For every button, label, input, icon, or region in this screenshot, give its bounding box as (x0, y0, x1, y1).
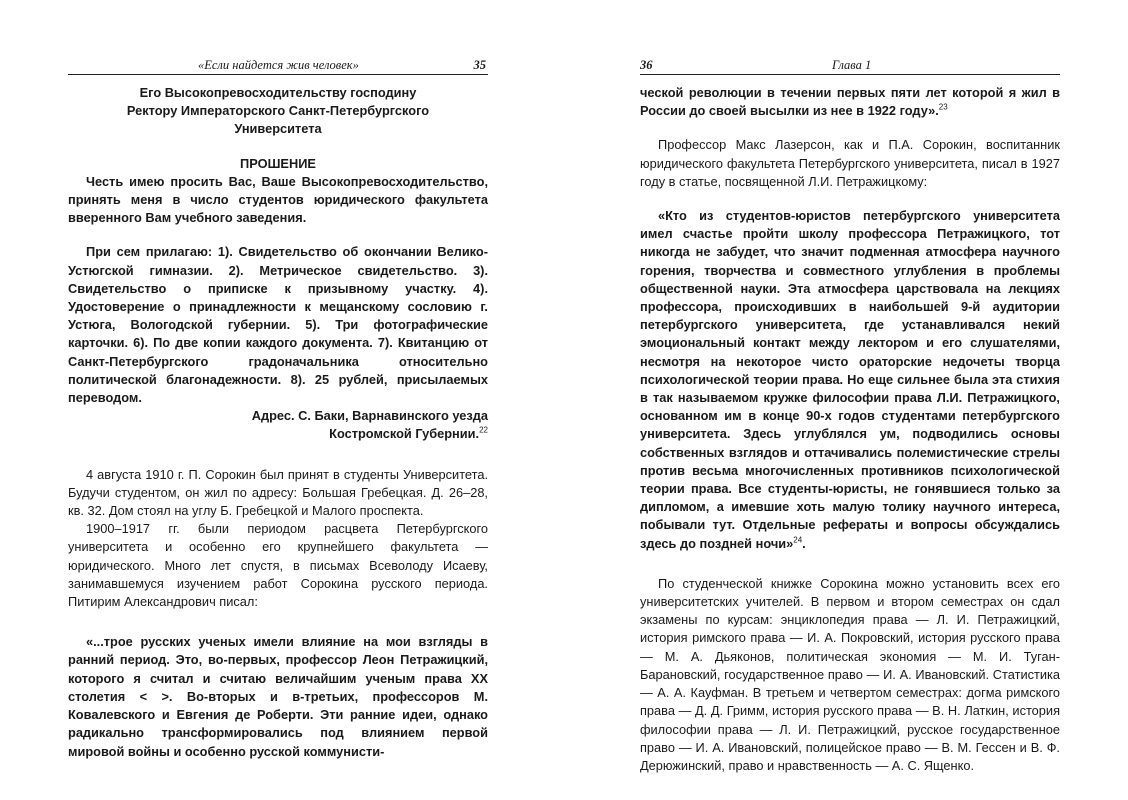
sorokin-quote-continued (640, 84, 1060, 120)
left-running-header (68, 58, 488, 75)
petition-paragraph-2: При сем прилагаю: 1). Свидетельство об окончании Велико-Устюгской гимназии. 2). Метрическое свидетельство. 3). Свидетельство о приписке к призывному участку. 4). Удостоверение о принадлежности к мещанскому сословию г. Устюга, Вологодской губернии. 5). Три фотографические карточки. 6). По две копии каждого документа. 7). Квитанцию от Санкт-Петербургского градоначальника относительно политической благонадежности. 8). 25 рублей, присылаемых переводом. (68, 244, 488, 406)
lazerson-quote-text: «Кто из студентов-юристов петербургского университета имел счастье пройти школу профессора Петражицкого, тот никогда не забудет, что значит подменная атмосфера научного горения, творчества и совместного углубления в проблемы общественной науки. Эта атмосфера царствовала на лекциях профессора, происходивших в наибольшей 9-й аудитории петербургского университета, где устанавливался некий эмоциональный контакт между лектором и его слушателями, несмотря на некоторое чисто ораторские недочеты творца психологической теории права. Но еще сильнее была эта стихия в так называемом кружке философии права Л.И. Петражицкого, основанном им в конце 90-х годов студентами петербургского университета. Здесь углублялся ум, подводились основы собственных взглядов и оттачивались полемистические стрелы против весьма многочисленных противников психологической теории права. Все студенты-юристы, не гонявшиеся только за дипломом, а имевшие хоть малую толику научного интереса, побывали тут. Отдельные рефераты и вопросы обсуждались здесь до поздней ночи» (640, 208, 1060, 551)
petition-title: ПРОШЕНИЕ (240, 155, 316, 171)
petition-paragraph-1: Честь имею просить Вас, Ваше Высокопревосходительство, принять меня в число студентов юридического факультета вверенного Вам учебного заведения. (68, 173, 488, 226)
footnote-24: 24 (793, 535, 803, 545)
left-paragraph-2: 1900–1917 гг. были периодом расцвета Петербургского университета и особенно его крупнейшего факультета — юридического. Много лет спустя, в письмах Всеволоду Исаеву, занимавшемуся изучением работ Сорокина русского периода. Питирим Александрович писал: (68, 521, 488, 610)
right-page-number: 36 (640, 58, 653, 72)
left-page-number: 35 (473, 58, 486, 72)
left-page (68, 0, 488, 800)
left-paragraph-1: 4 августа 1910 г. П. Сорокин был принят в студенты Университета. Будучи студентом, он жил по адресу: Большая Гребецкая. Д. 26–28, кв. 32. Дом стоял на углу Б. Гребецкой и Малого проспекта. (68, 466, 488, 519)
footnote-22: 22 (479, 426, 488, 436)
signature-line-2 (68, 425, 488, 443)
right-page (640, 0, 1060, 800)
footnote-23: 23 (938, 102, 948, 112)
right-running-header (640, 58, 1060, 75)
right-paragraph-2: По студенческой книжке Сорокина можно установить всех его университетских учителей. В первом и втором семестрах он сдал экзамены по курсам: энциклопедия права — Л. И. Петражицкий, история римского права — И. А. Покровский, история русского права — М. А. Дьяконов, политическая экономия — М. И. Туган-Барановский, государственное право — И. А. Ивановский. Статистика — А. А. Кауфман. В третьем и четвертом семестрах: догма римского права — Д. Д. Гримм, история русского права — В. Н. Латкин, история философии права — Л. И. Петражицкий, русское государственное право — И. А. Ивановский, полицейское право — В. М. Гессен и В. Ф. Дерюжинский, право и нравственность — А. С. Ященко. (640, 575, 1060, 773)
right-header-title: Глава 1 (832, 58, 872, 72)
address-line-2: Ректору Императорского Санкт-Петербургского (126, 103, 430, 119)
right-page-body (640, 84, 1060, 775)
left-header-title: «Если найдется жив человек» (198, 58, 359, 72)
signature-line-2-text: Костромской Губернии. (329, 426, 480, 442)
sorokin-quote: «...трое русских ученых имели влияние на мои взгляды в ранний период. Это, во-первых, профессор Леон Петражицкий, которого я считал и считаю величайшим ученым права XX столетия < >. Во-вторых и в-третьих, профессоров М. Ковалевского и Евгения де Роберти. Эти ранние идеи, однако радикально трансформировались под влиянием первой мировой войны и особенно русской коммунисти- (68, 634, 488, 759)
signature-line-1: Адрес. С. Баки, Варнавинского уезда (251, 408, 488, 424)
lazerson-quote-end: . (802, 535, 806, 551)
address-line-3: Университета (234, 121, 322, 137)
address-line-1: Его Высокопревосходительству господину (139, 85, 417, 100)
right-paragraph-1: Профессор Макс Лазерсон, как и П.А. Сорокин, воспитанник юридического факультета Петербургского университета, писал в 1927 году в статье, посвященной Л.И. Петражицкому: (640, 137, 1060, 189)
lazerson-quote (640, 207, 1060, 553)
quote-continued-text: ческой революции в течении первых пяти лет которой я жил в России до своей высылки из нее в 1922 году». (640, 85, 1060, 119)
left-page-body (68, 84, 488, 761)
